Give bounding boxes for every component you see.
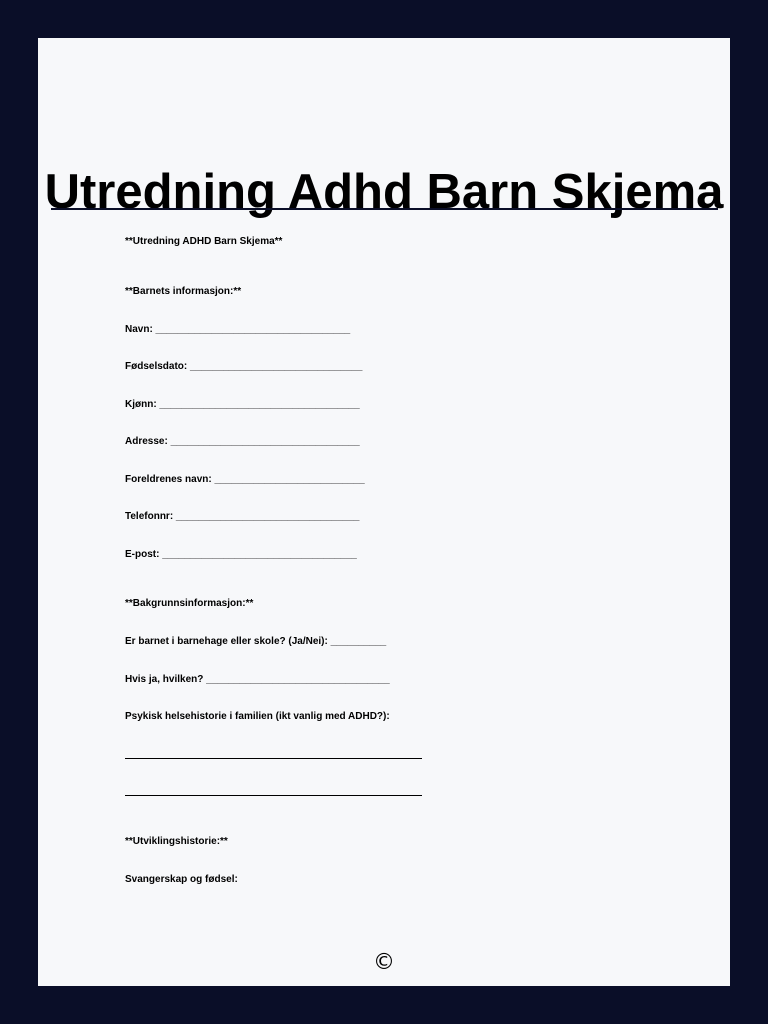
title-divider bbox=[51, 208, 718, 210]
field-kindergarten-school: Er barnet i barnehage eller skole? (Ja/Nei): __________ bbox=[125, 636, 387, 647]
field-parents-name: Foreldrenes navn: ___________________________ bbox=[125, 474, 365, 485]
section-heading-background: **Bakgrunnsinformasjon:** bbox=[125, 598, 254, 609]
field-name: Navn: ___________________________________ bbox=[125, 324, 351, 335]
field-birthdate: Fødselsdato: _______________________________ bbox=[125, 361, 363, 372]
field-which-school: Hvis ja, hvilken? _________________________________ bbox=[125, 674, 390, 685]
answer-line bbox=[125, 795, 422, 796]
section-heading-child-info: **Barnets informasjon:** bbox=[125, 286, 242, 297]
field-email: E-post: ___________________________________ bbox=[125, 549, 357, 560]
field-phone: Telefonnr: _________________________________ bbox=[125, 511, 360, 522]
field-address: Adresse: __________________________________ bbox=[125, 436, 360, 447]
form-heading: **Utredning ADHD Barn Skjema** bbox=[125, 236, 283, 247]
answer-line bbox=[125, 758, 422, 759]
document-page bbox=[38, 38, 730, 986]
field-family-mental-health: Psykisk helsehistorie i familien (ikt vanlig med ADHD?): bbox=[125, 711, 390, 722]
copyright-icon: © bbox=[373, 950, 395, 975]
section-heading-development: **Utviklingshistorie:** bbox=[125, 836, 228, 847]
document-title: Utredning Adhd Barn Skjema bbox=[44, 165, 724, 219]
field-pregnancy-birth: Svangerskap og fødsel: bbox=[125, 874, 238, 885]
field-gender: Kjønn: ____________________________________ bbox=[125, 399, 360, 410]
